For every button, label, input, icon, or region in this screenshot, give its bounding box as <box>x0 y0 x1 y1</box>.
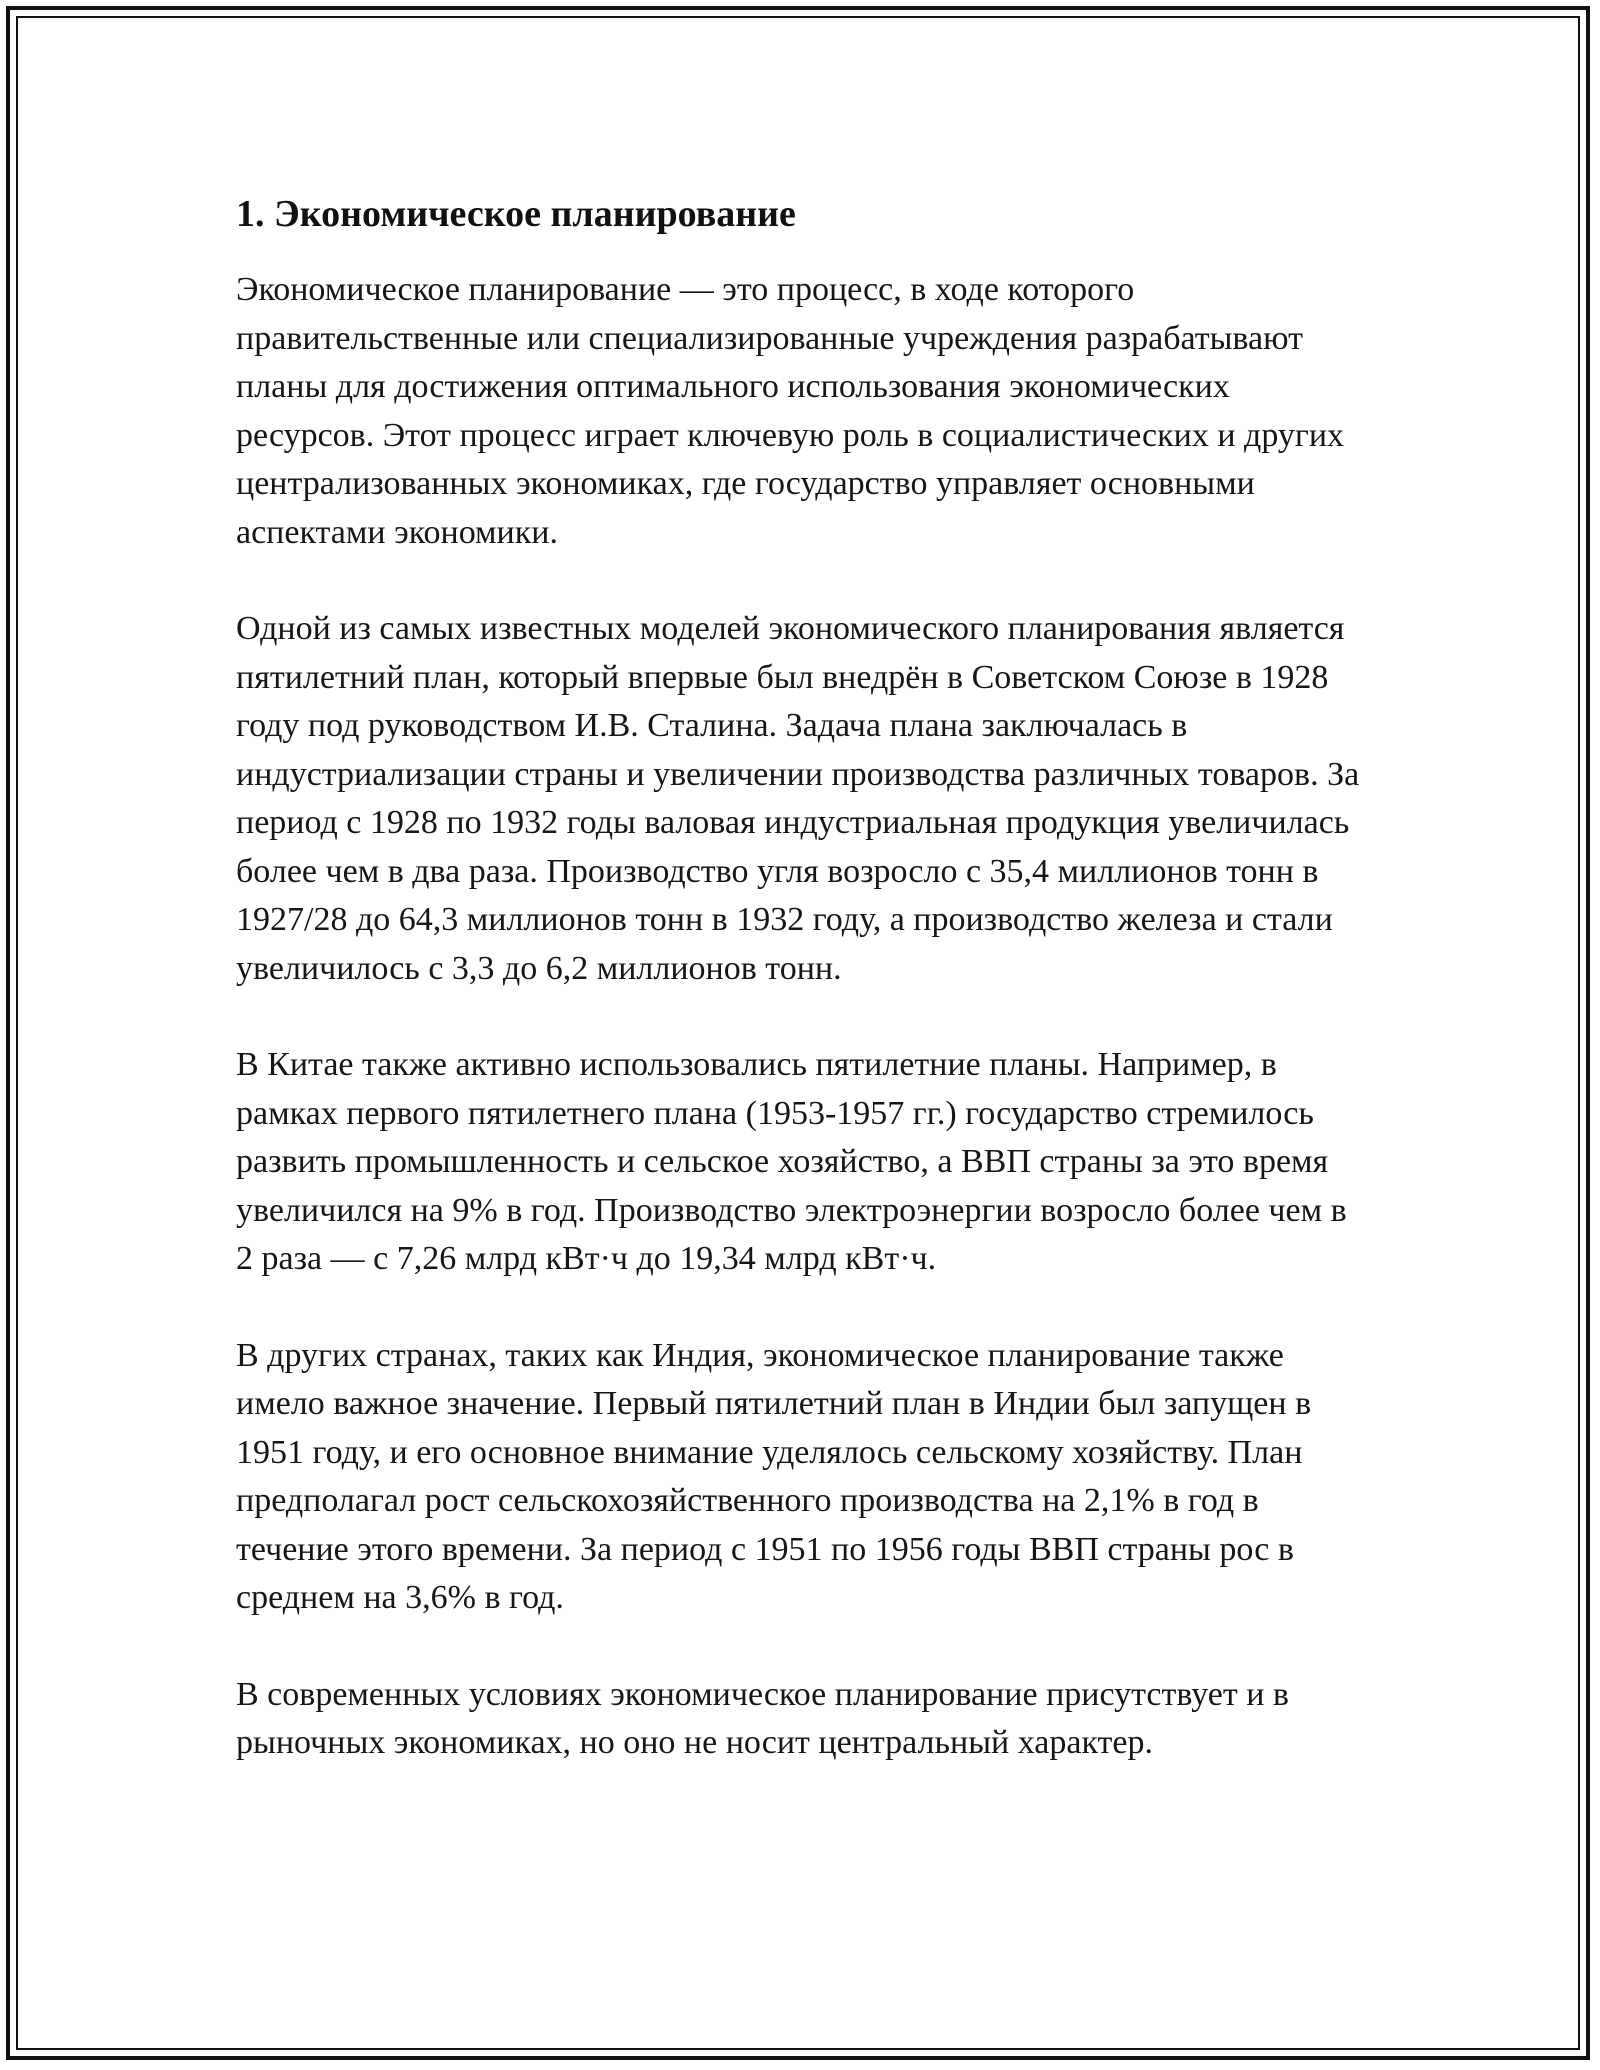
paragraph-india-five-year-plan: В других странах, таких как Индия, экономическое планирование также имело важное значение. Первый пятилетний план в Индии был запущен в 1951 году, и его основное внимание уделялось сельскому хозяйству. План предполагал рост сельскохозяйственного производства на 2,1% в год в течение этого времени. За период с 1951 по 1956 годы ВВП страны рос в среднем на 3,6% в год. <box>236 1336 1312 1616</box>
document-body <box>236 188 1366 1816</box>
paragraph-china-five-year-plan: В Китае также активно использовались пятилетние планы. Например, в рамках первого пятилетнего плана (1953-1957 гг.) государство стремилось развить промышленность и сельское хозяйство, а ВВП страны за это время увеличился на 9% в год. Производство электроэнергии возросло более чем в 2 раза — с 7,26 млрд кВт·ч до 19,34 млрд кВт·ч. <box>236 1046 1347 1277</box>
paragraph-soviet-five-year-plan: Одной из самых известных моделей экономического планирования является пятилетний план, который впервые был внедрён в Советском Союзе в 1928 году под руководством И.В. Сталина. Задача плана заключалась в индустриализации страны и увеличении производства различных товаров. За период с 1928 по 1932 годы валовая индустриальная продукция увеличилась более чем в два раза. Производство угля возросло с 35,4 миллионов тонн в 1927/28 до 64,3 миллионов тонн в 1932 году, а производство железа и стали увеличилось с 3,3 до 6,2 миллионов тонн. <box>236 610 1360 987</box>
section-heading: 1. Экономическое планирование <box>236 193 796 235</box>
paragraph-market-economies: В современных условиях экономическое планирование присутствует и в рыночных экономиках, но оно не носит центральный характер. <box>236 1675 1289 1761</box>
paragraph-definition: Экономическое планирование — это процесс, в ходе которого правительственные или специализированные учреждения разрабатывают планы для достижения оптимального использования экономических ресурсов. Этот процесс играет ключевую роль в социалистических и других централизованных экономиках, где государство управляет основными аспектами экономики. <box>236 271 1345 551</box>
